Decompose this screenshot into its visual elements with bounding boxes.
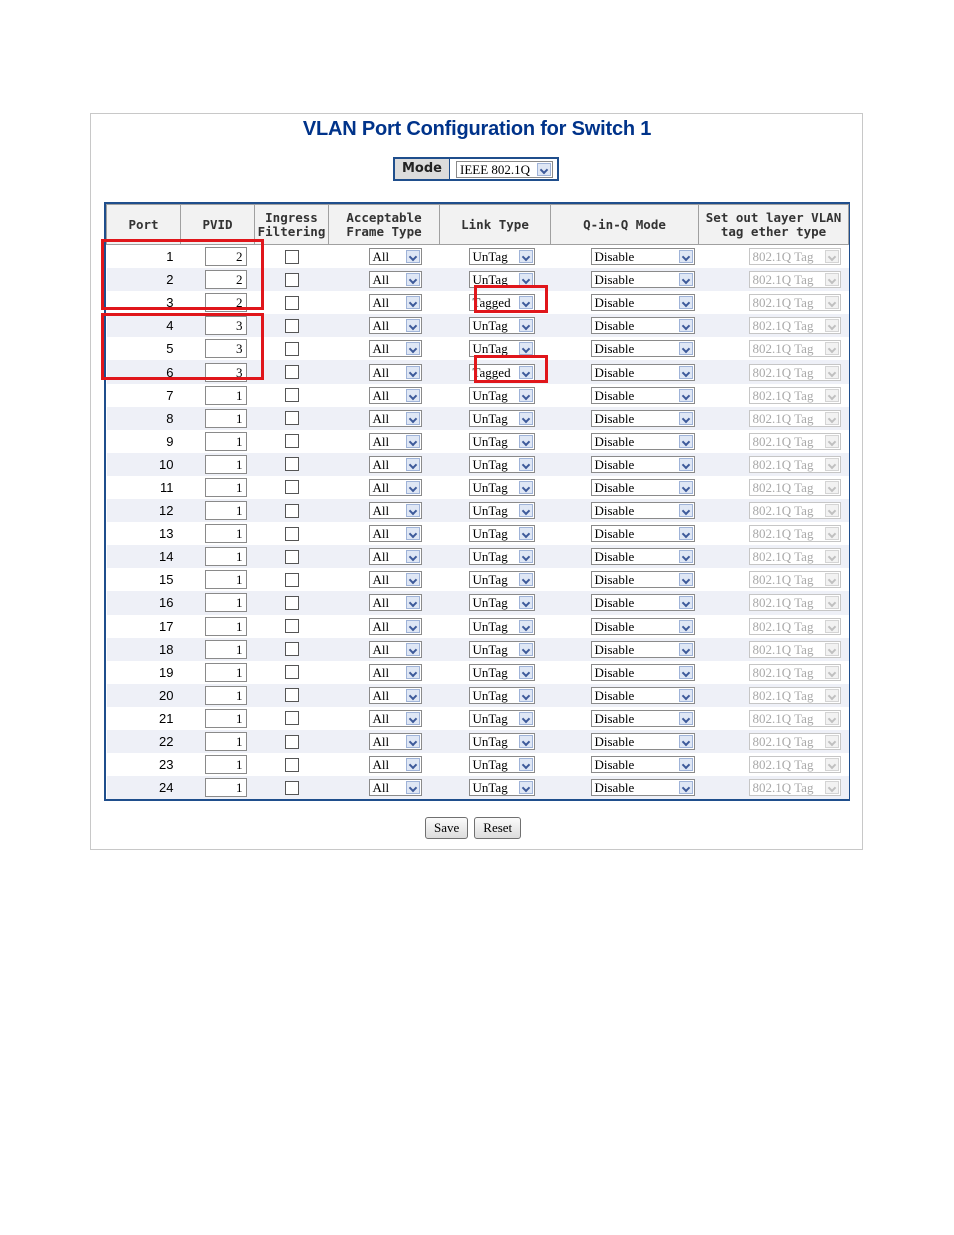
ingress-filtering-checkbox[interactable] <box>285 665 299 679</box>
qinq-mode-select[interactable]: Disable <box>591 733 695 750</box>
qinq-mode-select[interactable]: Disable <box>591 433 695 450</box>
frame-type-select[interactable]: All <box>369 340 422 357</box>
pvid-input[interactable]: 1 <box>205 709 247 728</box>
ingress-filtering-checkbox[interactable] <box>285 596 299 610</box>
ingress-filtering-checkbox[interactable] <box>285 550 299 564</box>
chevron-down-icon <box>679 735 693 748</box>
port-number: 11 <box>107 476 181 499</box>
port-number: 14 <box>107 545 181 568</box>
frame-type-select[interactable]: All <box>369 387 422 404</box>
chevron-down-icon <box>519 596 533 609</box>
chevron-down-icon <box>519 712 533 725</box>
chevron-down-icon <box>679 573 693 586</box>
frame-type-select[interactable]: All <box>369 641 422 658</box>
qinq-mode-select[interactable]: Disable <box>591 364 695 381</box>
ether-type-select: 802.1Q Tag <box>749 248 841 265</box>
frame-type-select[interactable]: All <box>369 479 422 496</box>
frame-type-select[interactable]: All <box>369 525 422 542</box>
chevron-down-icon <box>825 296 839 309</box>
link-type-select[interactable]: UnTag <box>469 641 535 658</box>
chevron-down-icon <box>825 596 839 609</box>
link-type-select[interactable]: UnTag <box>469 710 535 727</box>
page-title: VLAN Port Configuration for Switch 1 <box>302 118 652 140</box>
ingress-filtering-checkbox[interactable] <box>285 642 299 656</box>
chevron-down-icon <box>406 781 420 794</box>
port-number: 9 <box>107 430 181 453</box>
ether-type-select: 802.1Q Tag <box>749 479 841 496</box>
chevron-down-icon <box>519 342 533 355</box>
header-ingress-filtering: Ingress Filtering <box>255 205 329 245</box>
chevron-down-icon <box>679 481 693 494</box>
link-type-select[interactable]: UnTag <box>469 387 535 404</box>
chevron-down-icon <box>825 666 839 679</box>
link-type-select[interactable]: UnTag <box>469 525 535 542</box>
mode-select[interactable] <box>456 161 553 178</box>
chevron-down-icon <box>825 342 839 355</box>
chevron-down-icon <box>519 412 533 425</box>
ether-type-select: 802.1Q Tag <box>749 294 841 311</box>
frame-type-select[interactable]: All <box>369 294 422 311</box>
chevron-down-icon <box>679 412 693 425</box>
chevron-down-icon <box>406 573 420 586</box>
qinq-mode-select[interactable]: Disable <box>591 594 695 611</box>
ingress-filtering-checkbox[interactable] <box>285 758 299 772</box>
chevron-down-icon <box>519 504 533 517</box>
chevron-down-icon <box>519 781 533 794</box>
ingress-filtering-checkbox[interactable] <box>285 250 299 264</box>
qinq-mode-select[interactable]: Disable <box>591 756 695 773</box>
port-number: 21 <box>107 707 181 730</box>
ether-type-select: 802.1Q Tag <box>749 571 841 588</box>
ether-type-select: 802.1Q Tag <box>749 548 841 565</box>
table-row <box>107 707 849 730</box>
link-type-select[interactable]: Tagged <box>469 294 535 311</box>
chevron-down-icon <box>825 573 839 586</box>
chevron-down-icon <box>679 366 693 379</box>
qinq-mode-select[interactable]: Disable <box>591 340 695 357</box>
port-number: 1 <box>107 245 181 269</box>
ether-type-select: 802.1Q Tag <box>749 456 841 473</box>
chevron-down-icon <box>825 273 839 286</box>
chevron-down-icon <box>679 342 693 355</box>
chevron-down-icon <box>406 527 420 540</box>
chevron-down-icon <box>825 250 839 263</box>
link-type-select[interactable]: UnTag <box>469 618 535 635</box>
qinq-mode-select[interactable]: Disable <box>591 571 695 588</box>
pvid-input[interactable]: 1 <box>205 478 247 497</box>
frame-type-select[interactable]: All <box>369 364 422 381</box>
table-row <box>107 453 849 476</box>
mode-control <box>393 157 559 181</box>
table-row <box>107 522 849 545</box>
chevron-down-icon <box>406 481 420 494</box>
ingress-filtering-checkbox[interactable] <box>285 273 299 287</box>
pvid-input[interactable]: 1 <box>205 432 247 451</box>
ether-type-select: 802.1Q Tag <box>749 618 841 635</box>
qinq-mode-select[interactable]: Disable <box>591 387 695 404</box>
qinq-mode-select[interactable]: Disable <box>591 248 695 265</box>
frame-type-select[interactable]: All <box>369 456 422 473</box>
frame-type-select[interactable]: All <box>369 502 422 519</box>
table-row <box>107 661 849 684</box>
chevron-down-icon <box>519 758 533 771</box>
header-pvid: PVID <box>181 205 255 245</box>
ingress-filtering-checkbox[interactable] <box>285 504 299 518</box>
link-type-select[interactable]: UnTag <box>469 594 535 611</box>
ether-type-select: 802.1Q Tag <box>749 317 841 334</box>
chevron-down-icon <box>679 620 693 633</box>
table-row <box>107 753 849 776</box>
pvid-input[interactable]: 2 <box>205 293 247 312</box>
ether-type-select: 802.1Q Tag <box>749 410 841 427</box>
pvid-input[interactable]: 1 <box>205 455 247 474</box>
chevron-down-icon <box>406 273 420 286</box>
pvid-input[interactable]: 1 <box>205 732 247 751</box>
pvid-input[interactable]: 1 <box>205 778 247 797</box>
chevron-down-icon <box>519 620 533 633</box>
table-row <box>107 591 849 614</box>
ingress-filtering-checkbox[interactable] <box>285 573 299 587</box>
ingress-filtering-checkbox[interactable] <box>285 711 299 725</box>
pvid-input[interactable]: 2 <box>205 270 247 289</box>
pvid-input[interactable]: 1 <box>205 755 247 774</box>
chevron-down-icon <box>825 504 839 517</box>
frame-type-select[interactable]: All <box>369 571 422 588</box>
chevron-down-icon <box>679 666 693 679</box>
link-type-select[interactable]: UnTag <box>469 687 535 704</box>
port-number: 4 <box>107 314 181 337</box>
pvid-input[interactable]: 1 <box>205 663 247 682</box>
chevron-down-icon <box>519 689 533 702</box>
frame-type-select[interactable]: All <box>369 664 422 681</box>
chevron-down-icon <box>679 273 693 286</box>
chevron-down-icon <box>825 435 839 448</box>
link-type-select[interactable]: UnTag <box>469 733 535 750</box>
ether-type-select: 802.1Q Tag <box>749 710 841 727</box>
qinq-mode-select[interactable]: Disable <box>591 502 695 519</box>
chevron-down-icon <box>406 735 420 748</box>
frame-type-select[interactable]: All <box>369 779 422 796</box>
ingress-filtering-checkbox[interactable] <box>285 619 299 633</box>
frame-type-select[interactable]: All <box>369 687 422 704</box>
button-bar <box>425 817 521 839</box>
chevron-down-icon <box>406 758 420 771</box>
chevron-down-icon <box>519 643 533 656</box>
link-type-select[interactable]: UnTag <box>469 502 535 519</box>
ether-type-select: 802.1Q Tag <box>749 387 841 404</box>
frame-type-select[interactable]: All <box>369 618 422 635</box>
pvid-input[interactable]: 1 <box>205 524 247 543</box>
chevron-down-icon <box>406 666 420 679</box>
port-number: 2 <box>107 268 181 291</box>
chevron-down-icon <box>679 781 693 794</box>
chevron-down-icon <box>519 666 533 679</box>
chevron-down-icon <box>406 366 420 379</box>
chevron-down-icon <box>825 735 839 748</box>
chevron-down-icon <box>406 689 420 702</box>
port-number: 10 <box>107 453 181 476</box>
chevron-down-icon <box>825 458 839 471</box>
table-row <box>107 407 849 430</box>
ingress-filtering-checkbox[interactable] <box>285 365 299 379</box>
port-number: 3 <box>107 291 181 314</box>
chevron-down-icon <box>406 412 420 425</box>
chevron-down-icon <box>519 550 533 563</box>
chevron-down-icon <box>537 163 551 176</box>
ingress-filtering-checkbox[interactable] <box>285 480 299 494</box>
port-number: 22 <box>107 730 181 753</box>
port-number: 6 <box>107 360 181 383</box>
link-type-select[interactable]: UnTag <box>469 779 535 796</box>
ether-type-select: 802.1Q Tag <box>749 271 841 288</box>
frame-type-select[interactable]: All <box>369 433 422 450</box>
ingress-filtering-checkbox[interactable] <box>285 781 299 795</box>
chevron-down-icon <box>825 643 839 656</box>
pvid-input[interactable]: 1 <box>205 593 247 612</box>
chevron-down-icon <box>679 596 693 609</box>
chevron-down-icon <box>679 527 693 540</box>
ether-type-select: 802.1Q Tag <box>749 756 841 773</box>
chevron-down-icon <box>679 435 693 448</box>
pvid-input[interactable]: 1 <box>205 547 247 566</box>
qinq-mode-select[interactable]: Disable <box>591 618 695 635</box>
chevron-down-icon <box>406 596 420 609</box>
ingress-filtering-checkbox[interactable] <box>285 319 299 333</box>
chevron-down-icon <box>519 319 533 332</box>
qinq-mode-select[interactable]: Disable <box>591 664 695 681</box>
chevron-down-icon <box>825 689 839 702</box>
pvid-input[interactable]: 1 <box>205 570 247 589</box>
port-number: 15 <box>107 568 181 591</box>
chevron-down-icon <box>679 296 693 309</box>
ether-type-select: 802.1Q Tag <box>749 664 841 681</box>
ingress-filtering-checkbox[interactable] <box>285 434 299 448</box>
frame-type-select[interactable]: All <box>369 710 422 727</box>
port-number: 18 <box>107 638 181 661</box>
qinq-mode-select[interactable]: Disable <box>591 410 695 427</box>
table-row <box>107 615 849 638</box>
link-type-select[interactable]: UnTag <box>469 433 535 450</box>
header-acceptable-frame-type: Acceptable Frame Type <box>329 205 440 245</box>
chevron-down-icon <box>519 435 533 448</box>
port-number: 17 <box>107 615 181 638</box>
mode-value: IEEE 802.1Q <box>460 162 531 177</box>
pvid-input[interactable]: 1 <box>205 640 247 659</box>
port-number: 8 <box>107 407 181 430</box>
chevron-down-icon <box>519 481 533 494</box>
link-type-select[interactable]: UnTag <box>469 456 535 473</box>
port-number: 16 <box>107 591 181 614</box>
port-number: 5 <box>107 337 181 360</box>
chevron-down-icon <box>679 643 693 656</box>
chevron-down-icon <box>406 389 420 402</box>
header-qinq-mode: Q-in-Q Mode <box>551 205 699 245</box>
ether-type-select: 802.1Q Tag <box>749 779 841 796</box>
port-number: 19 <box>107 661 181 684</box>
mode-label: Mode <box>395 159 450 179</box>
chevron-down-icon <box>825 712 839 725</box>
table-row <box>107 384 849 407</box>
highlight-ports-4-6 <box>101 313 264 380</box>
pvid-input[interactable]: 1 <box>205 409 247 428</box>
link-type-select[interactable]: UnTag <box>469 317 535 334</box>
chevron-down-icon <box>825 481 839 494</box>
port-number: 7 <box>107 384 181 407</box>
chevron-down-icon <box>406 435 420 448</box>
table-row <box>107 499 849 522</box>
chevron-down-icon <box>406 504 420 517</box>
chevron-down-icon <box>519 389 533 402</box>
pvid-input[interactable]: 3 <box>205 316 247 335</box>
chevron-down-icon <box>406 296 420 309</box>
frame-type-select[interactable]: All <box>369 733 422 750</box>
table-row <box>107 545 849 568</box>
link-type-select[interactable]: UnTag <box>469 340 535 357</box>
qinq-mode-select[interactable]: Disable <box>591 687 695 704</box>
chevron-down-icon <box>406 342 420 355</box>
link-type-select[interactable]: UnTag <box>469 410 535 427</box>
ether-type-select: 802.1Q Tag <box>749 594 841 611</box>
port-number: 12 <box>107 499 181 522</box>
chevron-down-icon <box>679 389 693 402</box>
chevron-down-icon <box>406 250 420 263</box>
port-number: 23 <box>107 753 181 776</box>
pvid-input[interactable]: 1 <box>205 617 247 636</box>
frame-type-select[interactable]: All <box>369 594 422 611</box>
ingress-filtering-checkbox[interactable] <box>285 411 299 425</box>
chevron-down-icon <box>519 735 533 748</box>
ether-type-select: 802.1Q Tag <box>749 364 841 381</box>
table-row <box>107 430 849 453</box>
ingress-filtering-checkbox[interactable] <box>285 735 299 749</box>
table-row <box>107 476 849 499</box>
reset-button[interactable]: Reset <box>474 817 521 839</box>
chevron-down-icon <box>825 620 839 633</box>
ether-type-select: 802.1Q Tag <box>749 641 841 658</box>
ingress-filtering-checkbox[interactable] <box>285 527 299 541</box>
qinq-mode-select[interactable]: Disable <box>591 548 695 565</box>
ether-type-select: 802.1Q Tag <box>749 433 841 450</box>
qinq-mode-select[interactable]: Disable <box>591 317 695 334</box>
link-type-select[interactable]: UnTag <box>469 571 535 588</box>
chevron-down-icon <box>406 712 420 725</box>
ingress-filtering-checkbox[interactable] <box>285 296 299 310</box>
highlight-port-6-link-type <box>474 355 548 383</box>
chevron-down-icon <box>825 758 839 771</box>
link-type-select[interactable]: UnTag <box>469 756 535 773</box>
qinq-mode-select[interactable]: Disable <box>591 710 695 727</box>
chevron-down-icon <box>679 758 693 771</box>
header-port: Port <box>107 205 181 245</box>
qinq-mode-select[interactable]: Disable <box>591 456 695 473</box>
header-link-type: Link Type <box>440 205 551 245</box>
table-row <box>107 776 849 799</box>
chevron-down-icon <box>519 250 533 263</box>
pvid-input[interactable]: 3 <box>205 339 247 358</box>
pvid-input[interactable]: 2 <box>205 247 247 266</box>
link-type-select[interactable]: Tagged <box>469 364 535 381</box>
ingress-filtering-checkbox[interactable] <box>285 342 299 356</box>
frame-type-select[interactable]: All <box>369 410 422 427</box>
qinq-mode-select[interactable]: Disable <box>591 294 695 311</box>
chevron-down-icon <box>825 389 839 402</box>
frame-type-select[interactable]: All <box>369 271 422 288</box>
chevron-down-icon <box>679 458 693 471</box>
chevron-down-icon <box>825 781 839 794</box>
table-row <box>107 730 849 753</box>
chevron-down-icon <box>679 712 693 725</box>
ether-type-select: 802.1Q Tag <box>749 687 841 704</box>
ether-type-select: 802.1Q Tag <box>749 340 841 357</box>
chevron-down-icon <box>679 250 693 263</box>
frame-type-select[interactable]: All <box>369 317 422 334</box>
port-number: 24 <box>107 776 181 799</box>
chevron-down-icon <box>825 550 839 563</box>
chevron-down-icon <box>519 527 533 540</box>
ingress-filtering-checkbox[interactable] <box>285 688 299 702</box>
link-type-select[interactable]: UnTag <box>469 248 535 265</box>
link-type-select[interactable]: UnTag <box>469 664 535 681</box>
save-button[interactable]: Save <box>425 817 468 839</box>
chevron-down-icon <box>825 319 839 332</box>
chevron-down-icon <box>679 689 693 702</box>
chevron-down-icon <box>406 319 420 332</box>
ether-type-select: 802.1Q Tag <box>749 525 841 542</box>
chevron-down-icon <box>679 504 693 517</box>
qinq-mode-select[interactable]: Disable <box>591 479 695 496</box>
table-row <box>107 684 849 707</box>
frame-type-select[interactable]: All <box>369 248 422 265</box>
chevron-down-icon <box>406 458 420 471</box>
pvid-input[interactable]: 1 <box>205 686 247 705</box>
chevron-down-icon <box>406 643 420 656</box>
ether-type-select: 802.1Q Tag <box>749 502 841 519</box>
ether-type-select: 802.1Q Tag <box>749 733 841 750</box>
frame-type-select[interactable]: All <box>369 756 422 773</box>
qinq-mode-select[interactable]: Disable <box>591 271 695 288</box>
table-row <box>107 568 849 591</box>
pvid-input[interactable]: 1 <box>205 386 247 405</box>
frame-type-select[interactable]: All <box>369 548 422 565</box>
qinq-mode-select[interactable]: Disable <box>591 525 695 542</box>
port-number: 13 <box>107 522 181 545</box>
chevron-down-icon <box>406 550 420 563</box>
qinq-mode-select[interactable]: Disable <box>591 641 695 658</box>
table-row <box>107 638 849 661</box>
link-type-select[interactable]: UnTag <box>469 479 535 496</box>
chevron-down-icon <box>519 458 533 471</box>
port-number: 20 <box>107 684 181 707</box>
highlight-ports-1-3 <box>101 239 264 310</box>
chevron-down-icon <box>679 319 693 332</box>
chevron-down-icon <box>406 620 420 633</box>
link-type-select[interactable]: UnTag <box>469 271 535 288</box>
pvid-input[interactable]: 3 <box>205 363 247 382</box>
chevron-down-icon <box>679 550 693 563</box>
header-ether-type: Set out layer VLAN tag ether type <box>699 205 849 245</box>
chevron-down-icon <box>825 527 839 540</box>
qinq-mode-select[interactable]: Disable <box>591 779 695 796</box>
ingress-filtering-checkbox[interactable] <box>285 457 299 471</box>
chevron-down-icon <box>825 366 839 379</box>
chevron-down-icon <box>519 573 533 586</box>
ingress-filtering-checkbox[interactable] <box>285 388 299 402</box>
pvid-input[interactable]: 1 <box>205 501 247 520</box>
chevron-down-icon <box>825 412 839 425</box>
highlight-port-3-link-type <box>474 285 548 313</box>
link-type-select[interactable]: UnTag <box>469 548 535 565</box>
